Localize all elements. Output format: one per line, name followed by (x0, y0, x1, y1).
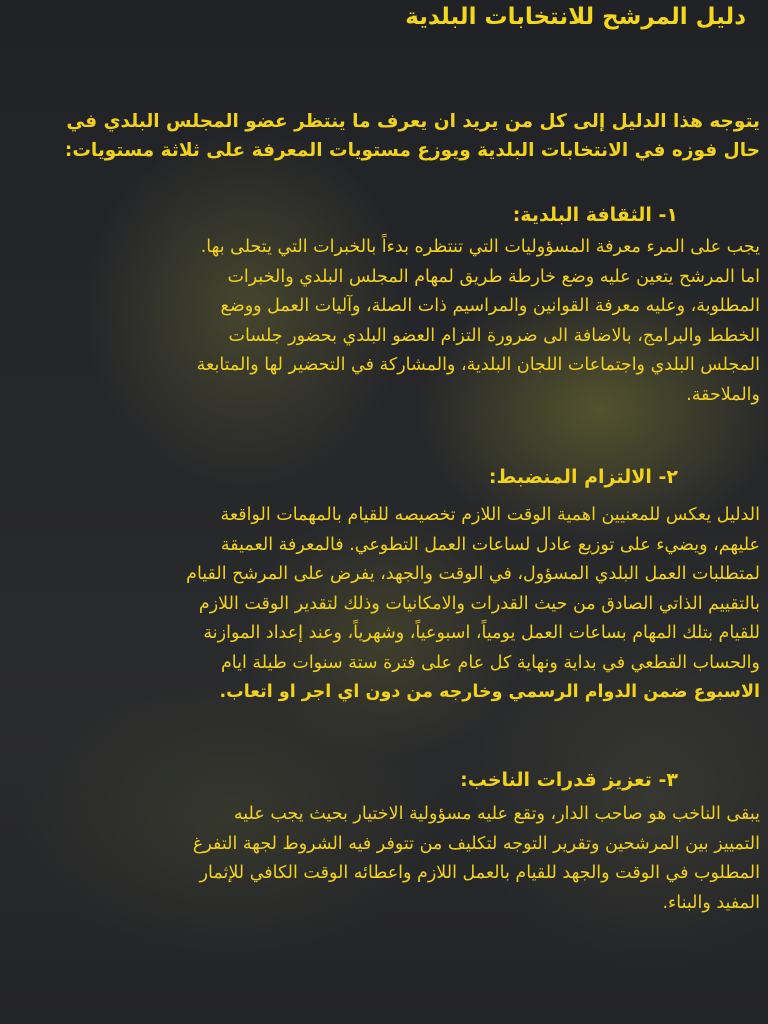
section-heading-voter-capacities: ٣- تعزيز قدرات الناخب: (460, 769, 678, 791)
body-line: والملاحقة. (686, 384, 760, 405)
body-line: الدليل يعكس للمعنيين اهمية الوقت اللازم تخصيصه للقيام بالمهمات الواقعة (220, 505, 760, 525)
section-body-voter-capacities (10, 800, 760, 918)
intro-paragraph (8, 107, 760, 165)
body-line: المطلوب في الوقت والجهد للقيام بالعمل اللازم واعطائه الوقت الكافي للإثمار (199, 863, 760, 883)
body-line: عليهم، ويضيء على توزيع عادل لساعات العمل التطوعي. فالمعرفة العميقة (220, 534, 760, 555)
section-body-municipal-culture (10, 233, 760, 410)
body-line: المطلوبة، وعليه معرفة القوانين والمراسيم ذات الصلة، وآليات العمل ووضع (220, 296, 760, 316)
intro-line: حال فوزه في الانتخابات البلدية ويوزع مستويات المعرفة على ثلاثة مستويات: (64, 140, 760, 161)
body-line: والحساب القطعي في بداية ونهاية كل عام على فترة ستة سنوات طيلة ايام (220, 652, 760, 673)
body-line: للقيام بتلك المهام بساعات العمل يومياً، اسبوعياً، وشهرياً، وعند إعداد الموازنة (203, 623, 760, 643)
body-line: يجب على المرء معرفة المسؤوليات التي تنتظره بدءاً بالخبرات التي يتحلى بها. (200, 237, 760, 257)
body-line: يبقى الناخب هو صاحب الدار، وتقع عليه مسؤولية الاختيار بحيث يجب عليه (233, 804, 760, 824)
intro-line: يتوجه هذا الدليل إلى كل من يريد ان يعرف ما ينتظر عضو المجلس البلدي في (66, 111, 760, 132)
body-line: المفيد والبناء. (662, 892, 760, 913)
body-line: اما المرشح يتعين عليه وضع خارطة طريق لمهام المجلس البلدي والخبرات (227, 266, 760, 287)
body-line: المجلس البلدي واجتماعات اللجان البلدية، والمشاركة في التحضير لها والمتابعة (196, 355, 760, 375)
body-line: التمييز بين المرشحين وتقرير التوجه لتكليف من تتوفر فيه الشروط لجهة التفرغ (192, 833, 760, 854)
body-line: بالتقييم الذاتي الصادق من حيث القدرات والامكانيات وذلك لتقدير الوقت اللازم (198, 593, 760, 614)
body-line: لمتطلبات العمل البلدي المسؤول، في الوقت والجهد، يفرض على المرشح القيام (186, 564, 760, 584)
section-heading-disciplined-commitment: ٢- الالتزام المنضبط: (488, 466, 678, 488)
section-body-disciplined-commitment (10, 501, 760, 708)
document-title: دليل المرشح للانتخابات البلدية (405, 4, 746, 30)
body-line: الاسبوع ضمن الدوام الرسمي وخارجه من دون اي اجر او اتعاب. (219, 682, 760, 702)
body-line: الخطط والبرامج، بالاضافة الى ضرورة التزام العضو البلدي بحضور جلسات (228, 325, 760, 346)
section-heading-municipal-culture: ١- الثقافة البلدية: (512, 204, 678, 226)
